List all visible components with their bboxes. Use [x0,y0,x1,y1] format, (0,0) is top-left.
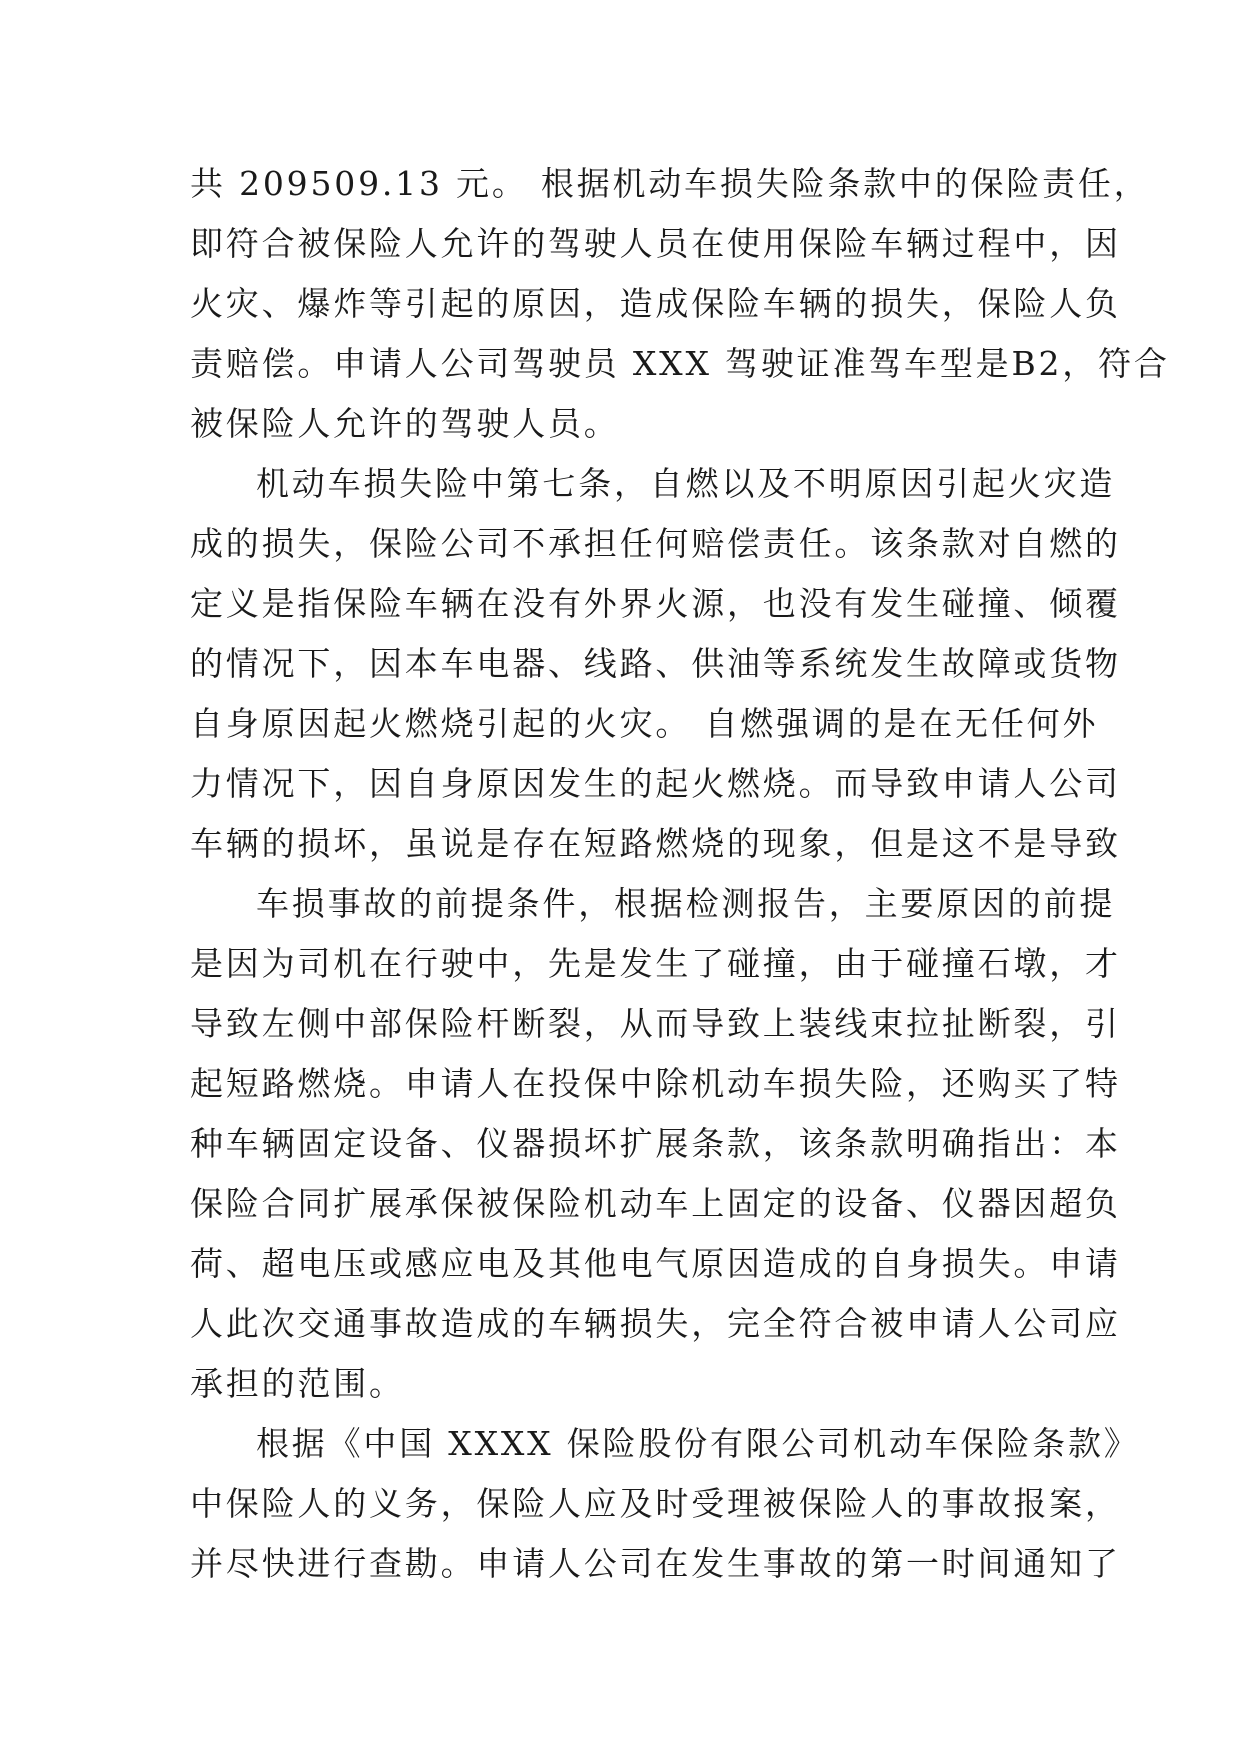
paragraph-start-line: 根据《中国 XXXX 保险股份有限公司机动车保险条款》 [256,1424,1140,1463]
text-line: 起短路燃烧。申请人在投保中除机动车损失险，还购买了特 [190,1064,1121,1103]
text-line: 定义是指保险车辆在没有外界火源，也没有发生碰撞、倾覆 [190,584,1121,623]
text-line: 共 209509.13 元。 根据机动车损失险条款中的保险责任， [190,164,1150,203]
paragraph-start-line: 机动车损失险中第七条，自燃以及不明原因引起火灾造 [256,464,1116,503]
text-line: 保险合同扩展承保被保险机动车上固定的设备、仪器因超负 [190,1184,1121,1223]
text-line: 荷、超电压或感应电及其他电气原因造成的自身损失。申请 [190,1244,1121,1283]
text-line: 力情况下，因自身原因发生的起火燃烧。而导致申请人公司 [190,764,1121,803]
text-line: 被保险人允许的驾驶人员。 [190,404,620,443]
text-line: 成的损失，保险公司不承担任何赔偿责任。该条款对自燃的 [190,524,1121,563]
text-line: 火灾、爆炸等引起的原因，造成保险车辆的损失，保险人负 [190,284,1121,323]
text-line: 责赔偿。申请人公司驾驶员 XXX 驾驶证准驾车型是B2，符合 [190,344,1170,383]
text-line: 是因为司机在行驶中，先是发生了碰撞，由于碰撞石墩，才 [190,944,1121,983]
text-line: 车辆的损坏，虽说是存在短路燃烧的现象，但是这不是导致 [190,824,1121,863]
paragraph-start-line: 车损事故的前提条件，根据检测报告，主要原因的前提 [256,884,1116,923]
text-line: 导致左侧中部保险杆断裂，从而导致上装线束拉扯断裂，引 [190,1004,1121,1043]
text-line: 并尽快进行查勘。申请人公司在发生事故的第一时间通知了 [190,1544,1121,1583]
text-line: 人此次交通事故造成的车辆损失，完全符合被申请人公司应 [190,1304,1121,1343]
text-line: 即符合被保险人允许的驾驶人员在使用保险车辆过程中，因 [190,224,1121,263]
text-line: 的情况下，因本车电器、线路、供油等系统发生故障或货物 [190,644,1121,683]
text-line: 自身原因起火燃烧引起的火灾。 自燃强调的是在无任何外 [190,704,1099,743]
text-line: 中保险人的义务，保险人应及时受理被保险人的事故报案， [190,1484,1121,1523]
text-line: 种车辆固定设备、仪器损坏扩展条款，该条款明确指出：本 [190,1124,1121,1163]
text-line: 承担的范围。 [190,1364,405,1403]
